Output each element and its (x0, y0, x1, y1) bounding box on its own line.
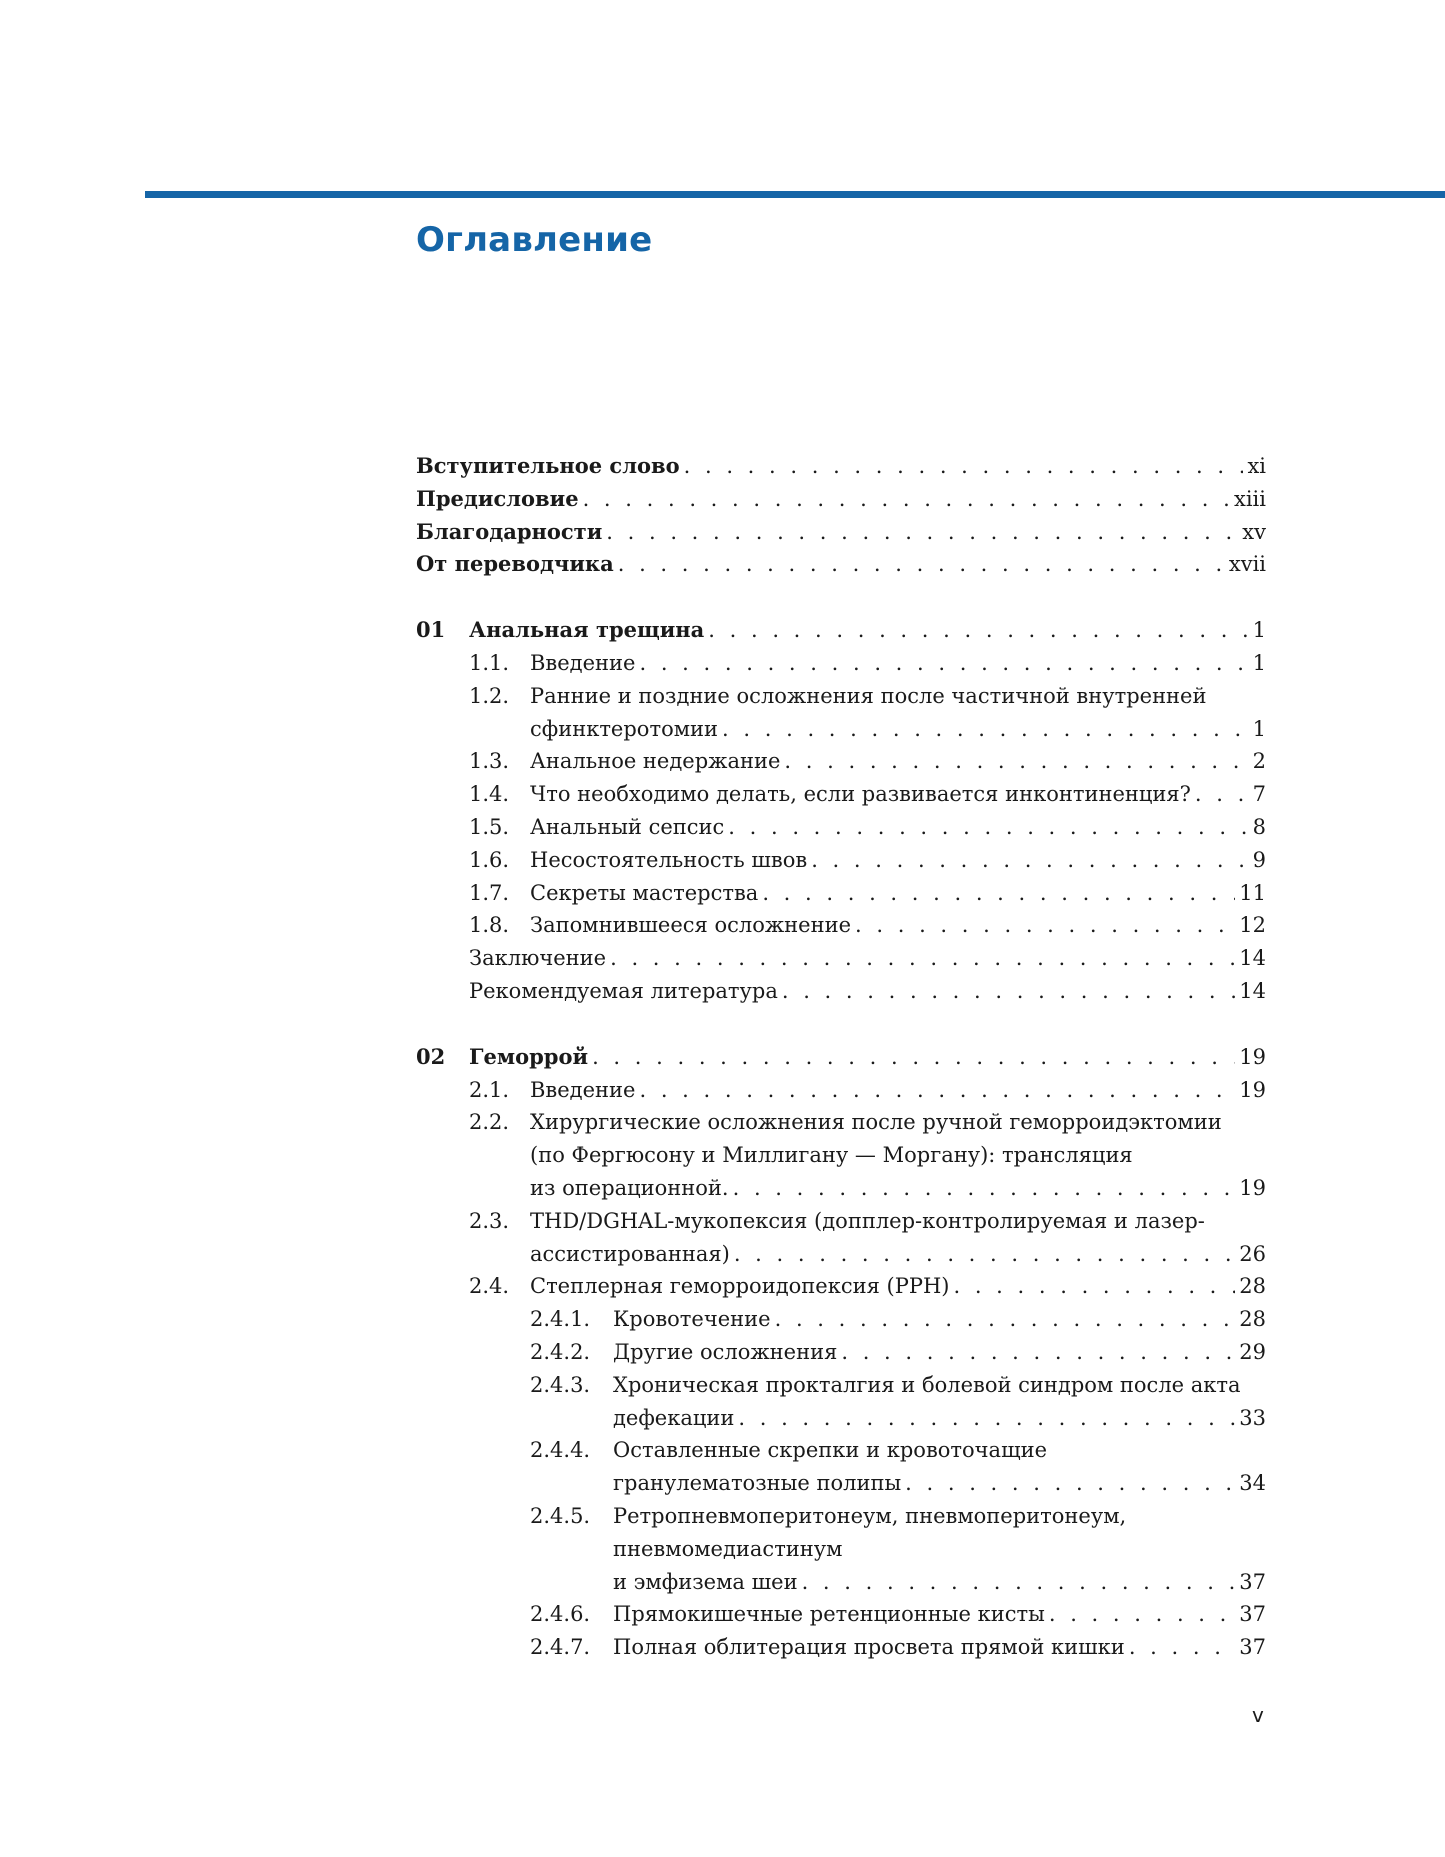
toc-page-number: 28 (1239, 1274, 1266, 1299)
toc-page-number: xvii (1228, 552, 1266, 577)
subsection-number: 2.4.4. (530, 1438, 591, 1463)
toc-page-number: 33 (1239, 1405, 1266, 1430)
page-title: Оглавление (416, 220, 653, 260)
dot-leader (784, 745, 1248, 778)
dot-leader (738, 1402, 1235, 1435)
toc-section-2-3-cont[interactable] (416, 1238, 1266, 1271)
toc-subsection-2-4-3-cont[interactable] (416, 1402, 1266, 1435)
toc-entry-acknowledgements[interactable] (416, 516, 1266, 549)
section-title: Анальное недержание (530, 749, 781, 774)
table-of-contents (416, 450, 1266, 1664)
section-title: THD/DGHAL-мукопексия (допплер-контролируемая и лазер- (530, 1208, 1205, 1233)
toc-section-1-3[interactable] (416, 745, 1266, 778)
dot-leader (592, 1041, 1235, 1074)
toc-section-1-8[interactable] (416, 909, 1266, 942)
section-title: Секреты мастерства (530, 880, 759, 905)
toc-entry-title: Благодарности (416, 518, 603, 544)
dot-leader (953, 1270, 1235, 1303)
dot-leader (811, 844, 1248, 877)
toc-chapter-01[interactable] (416, 614, 1266, 647)
toc-entry-translator[interactable] (416, 548, 1266, 581)
section-number: 2.4. (469, 1274, 510, 1299)
section-number: 2.1. (469, 1077, 510, 1102)
section-number: 1.8. (469, 913, 510, 938)
subsection-title: Оставленные скрепки и кровоточащие (613, 1438, 1048, 1463)
dot-leader (782, 975, 1235, 1008)
section-title-cont: из операционной. (530, 1175, 729, 1200)
subsection-title-cont: гранулематозные полипы (613, 1471, 902, 1496)
section-title-cont: сфинктеротомии (530, 716, 719, 741)
toc-conclusion[interactable] (416, 942, 1266, 975)
subsection-title: Хроническая прокталгия и болевой синдром после акта (613, 1372, 1241, 1397)
section-title: Запомнившееся осложнение (530, 913, 852, 938)
toc-section-2-2-cont[interactable] (416, 1172, 1266, 1205)
dot-leader (618, 548, 1225, 581)
toc-subsection-2-4-4[interactable] (416, 1434, 1266, 1467)
section-title: Заключение (469, 946, 607, 971)
toc-section-1-5[interactable] (416, 811, 1266, 844)
toc-section-1-4[interactable] (416, 778, 1266, 811)
toc-recommended-reading[interactable] (416, 975, 1266, 1008)
dot-leader (639, 1074, 1235, 1107)
toc-page-number: 19 (1239, 1077, 1266, 1102)
toc-section-2-1[interactable] (416, 1074, 1266, 1107)
subsection-number: 2.4.6. (530, 1602, 591, 1627)
subsection-title: Кровотечение (613, 1307, 771, 1332)
section-number: 1.6. (469, 847, 510, 872)
toc-subsection-2-4-1[interactable] (416, 1303, 1266, 1336)
section-number: 2.3. (469, 1208, 510, 1233)
dot-leader (639, 647, 1248, 680)
toc-page-number: 19 (1239, 1044, 1266, 1069)
toc-page-number: xi (1247, 454, 1266, 478)
toc-page-number: 1 (1252, 650, 1266, 675)
subsection-title-cont: и эмфизема шеи (613, 1569, 798, 1594)
subsection-number: 2.4.5. (530, 1503, 591, 1528)
toc-page-number: 14 (1239, 978, 1266, 1003)
dot-leader (1049, 1598, 1235, 1631)
toc-section-1-1[interactable] (416, 647, 1266, 680)
toc-subsection-2-4-5-cont[interactable] (416, 1566, 1266, 1599)
dot-leader (1195, 778, 1249, 811)
toc-page-number: 7 (1252, 782, 1266, 807)
dot-leader (1129, 1631, 1235, 1664)
toc-page-number: 8 (1252, 814, 1266, 839)
toc-page-number: 1 (1252, 716, 1266, 741)
toc-section-1-7[interactable] (416, 877, 1266, 910)
toc-page-number: 26 (1239, 1241, 1266, 1266)
dot-leader (722, 713, 1249, 746)
toc-page-number: 29 (1239, 1339, 1266, 1364)
section-title: Анальный сепсис (530, 814, 725, 839)
toc-entry-title: Вступительное слово (416, 453, 680, 478)
toc-page-number: 2 (1252, 749, 1266, 774)
chapter-title: Анальная трещина (469, 617, 705, 643)
toc-section-2-3[interactable] (416, 1205, 1266, 1238)
dot-leader (905, 1467, 1235, 1500)
section-title: Введение (530, 1077, 636, 1102)
dot-leader (841, 1336, 1235, 1369)
dot-leader (610, 942, 1235, 975)
toc-page-number: xiii (1234, 486, 1266, 511)
subsection-title-cont: пневмомедиастинум (613, 1536, 843, 1561)
section-title-cont: (по Фергюсону и Миллигану — Моргану): трансляция (530, 1143, 1133, 1168)
section-title: Введение (530, 650, 636, 675)
subsection-title: Другие осложнения (613, 1339, 838, 1364)
subsection-title-cont: дефекации (613, 1405, 735, 1430)
toc-subsection-2-4-7[interactable] (416, 1631, 1266, 1664)
dot-leader (802, 1566, 1236, 1599)
section-number: 1.2. (469, 683, 510, 708)
dot-leader (855, 909, 1235, 942)
toc-page-number: 37 (1239, 1635, 1266, 1660)
toc-subsection-2-4-5-cont[interactable] (416, 1533, 1266, 1566)
page-folio: v (1252, 1703, 1264, 1727)
toc-entry-title: От переводчика (416, 551, 614, 577)
dot-leader (733, 1172, 1236, 1205)
toc-entry-preface[interactable] (416, 483, 1266, 516)
subsection-number: 2.4.1. (530, 1307, 591, 1332)
subsection-title: Полная облитерация просвета прямой кишки (613, 1635, 1125, 1660)
toc-section-2-2[interactable] (416, 1106, 1266, 1139)
section-number: 1.5. (469, 814, 510, 839)
toc-section-1-6[interactable] (416, 844, 1266, 877)
section-number: 1.7. (469, 880, 510, 905)
toc-page-number: xv (1242, 519, 1266, 544)
section-title: Степлерная геморроидопексия (PPH) (530, 1274, 950, 1299)
toc-page-number: 28 (1239, 1307, 1266, 1332)
subsection-title: Ретропневмоперитонеум, пневмоперитонеум, (613, 1503, 1127, 1528)
toc-page-number: 9 (1252, 847, 1266, 872)
dot-leader (708, 614, 1248, 647)
dot-leader (734, 1238, 1235, 1271)
chapter-title: Геморрой (469, 1043, 589, 1069)
toc-page-number: 12 (1239, 913, 1266, 938)
toc-section-2-2-cont[interactable] (416, 1139, 1266, 1172)
toc-page-number: 34 (1239, 1471, 1266, 1496)
section-title: Несостоятельность швов (530, 847, 808, 872)
section-number: 1.4. (469, 782, 510, 807)
toc-page-number: 11 (1239, 880, 1266, 905)
dot-leader (775, 1303, 1236, 1336)
dot-leader (728, 811, 1248, 844)
dot-leader (606, 516, 1238, 549)
toc-page-number: 37 (1239, 1569, 1266, 1594)
toc-section-1-2[interactable] (416, 680, 1266, 713)
dot-leader (583, 483, 1230, 516)
toc-page-number: 37 (1239, 1602, 1266, 1627)
chapter-number: 01 (416, 617, 446, 643)
subsection-title: Прямокишечные ретенционные кисты (613, 1602, 1045, 1627)
chapter-number: 02 (416, 1043, 446, 1069)
subsection-number: 2.4.3. (530, 1372, 591, 1397)
toc-subsection-2-4-5[interactable] (416, 1500, 1266, 1533)
section-number: 1.1. (469, 650, 510, 675)
toc-entry-foreword[interactable] (416, 450, 1266, 483)
subsection-number: 2.4.7. (530, 1635, 591, 1660)
section-number: 2.2. (469, 1110, 510, 1135)
toc-subsection-2-4-6[interactable] (416, 1598, 1266, 1631)
toc-subsection-2-4-3[interactable] (416, 1369, 1266, 1402)
toc-page-number: 19 (1239, 1175, 1266, 1200)
toc-page-number: 1 (1252, 618, 1266, 643)
section-title: Что необходимо делать, если развивается инконтиненция? (530, 782, 1191, 807)
toc-entry-title: Предисловие (416, 485, 579, 511)
toc-section-1-2-cont[interactable] (416, 713, 1266, 746)
toc-subsection-2-4-2[interactable] (416, 1336, 1266, 1369)
subsection-number: 2.4.2. (530, 1339, 591, 1364)
section-title: Ранние и поздние осложнения после частичной внутренней (530, 683, 1207, 708)
dot-leader (684, 450, 1244, 483)
section-title: Рекомендуемая литература (469, 978, 778, 1003)
section-title: Хирургические осложнения после ручной геморроидэктомии (530, 1110, 1222, 1135)
header-rule (145, 191, 1445, 198)
toc-subsection-2-4-4-cont[interactable] (416, 1467, 1266, 1500)
section-title-cont: ассистированная) (530, 1241, 730, 1266)
toc-page-number: 14 (1239, 946, 1266, 971)
section-number: 1.3. (469, 749, 510, 774)
toc-section-2-4[interactable] (416, 1270, 1266, 1303)
dot-leader (762, 877, 1235, 910)
toc-chapter-02[interactable] (416, 1041, 1266, 1074)
